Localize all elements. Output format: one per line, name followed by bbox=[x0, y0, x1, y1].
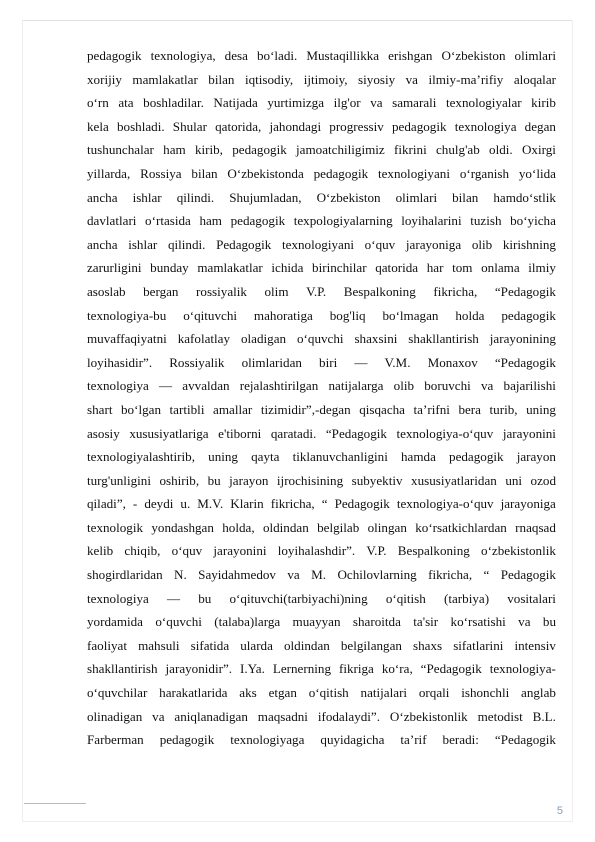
text-line: asoslab bergan rossiyalik olim V.P. Bespalkoning fikricha, “Pedagogik bbox=[87, 283, 556, 299]
text-line: texnologiya-bu o‘qituvchi mahoratiga bog'liq bo‘lmagan holda pedagogik bbox=[87, 307, 556, 323]
text-line: olinadigan va aniqlanadigan maqsadni ifodalaydi”. O‘zbekistonlik metodist B.L. bbox=[87, 708, 556, 724]
page-border-bottom bbox=[22, 821, 573, 822]
text-line: muvaffaqiyatni kafolatlay oladigan o‘quvchi shaxsini shakllantirish jarayonining bbox=[87, 331, 556, 347]
page-number: 5 bbox=[556, 805, 563, 817]
text-line: texnologiya — bu o‘qituvchi(tarbiyachi)ning o‘qitish (tarbiya) vositalari bbox=[87, 590, 556, 606]
text-line: zarurligini bunday mamlakatlar ichida birinchilar qatorida har tom onlama ilmiy bbox=[87, 260, 556, 276]
text-line: tushunchalar ham kirib, pedagogik jamoatchiligimiz fikrini chulg'ab oldi. Oxirgi bbox=[87, 142, 556, 158]
text-line: ancha ishlar qilindi. Pedagogik texnologiyani o‘quv jarayoniga olib kirishning bbox=[87, 236, 556, 252]
text-line: shart bo‘lgan tartibli amallar tizimidir”,-degan qisqacha ta’rifni bera turib, uning bbox=[87, 401, 556, 417]
text-line: texnologiya — avvaldan rejalashtirilgan natijalarga olib boruvchi va bajarilishi bbox=[87, 378, 556, 394]
text-line: kela boshladi. Shular qatorida, jahondagi progressiv pedagogik texnologiya degan bbox=[87, 118, 556, 134]
page-border-left bbox=[22, 20, 23, 822]
text-line: turg'unligini oshirib, bu jarayon ijrochisining subyektiv xususiyatlaridan uni ozod bbox=[87, 472, 556, 488]
text-line: kelib chiqib, o‘quv jarayonini loyihalashdir”. V.P. Bespalkoning o‘zbekistonlik bbox=[87, 543, 556, 559]
text-line: shogirdlaridan N. Sayidahmedov va M. Ochilovlarning fikricha, “ Pedagogik bbox=[87, 567, 556, 583]
text-line: texnologik yondashgan holda, oldindan belgilab olingan ko‘rsatkichlardan rnaqsad bbox=[87, 519, 556, 535]
page-border-right bbox=[572, 20, 573, 822]
footer-rule bbox=[24, 803, 86, 822]
text-line: o‘quvchilar harakatlarida aks etgan o‘qitish natijalari orqali ishonchli anglab bbox=[87, 685, 556, 701]
text-line: ancha ishlar qilindi. Shujumladan, O‘zbekiston olimlari bilan hamdo‘stlik bbox=[87, 189, 556, 205]
text-line: davlatlari o‘rtasida ham pedagogik texpologiyalarning loyihalarini tuzish bo‘yicha bbox=[87, 213, 556, 229]
text-line: texnologiyalashtirib, uning qayta tiklanuvchanligini hamda pedagogik jarayon bbox=[87, 449, 556, 465]
text-line: yillarda, Rossiya bilan O‘zbekistonda pedagogik texnologiyani o‘rganish yo‘lida bbox=[87, 165, 556, 181]
text-line: qiladi”, - deydi u. M.V. Klarin fikricha, “ Pedagogik texnologiya-o‘quv jarayoniga bbox=[87, 496, 556, 512]
text-line: shakllantirish jarayonidir”. I.Ya. Lernerning fikriga ko‘ra, “Pedagogik texnologiya- bbox=[87, 661, 556, 677]
body-paragraph bbox=[87, 44, 556, 752]
text-line: Farberman pedagogik texnologiyaga quyidagicha ta’rif beradi: “Pedagogik bbox=[87, 732, 556, 748]
text-line: asosiy xususiyatlariga e'tiborni qaratadi. “Pedagogik texnologiya-o‘quv jarayonini bbox=[87, 425, 556, 441]
page-border-top bbox=[22, 20, 573, 21]
text-line: loyihasidir”. Rossiyalik olimlaridan biri — V.M. Monaxov “Pedagogik bbox=[87, 354, 556, 370]
text-line: o‘rn ata boshladilar. Natijada yurtimizga ilg'or va samarali texnologiyalar kirib bbox=[87, 95, 556, 111]
text-line: yordamida o‘quvchi (talaba)larga muayyan sharoitda ta'sir ko‘rsatishi va bu bbox=[87, 614, 556, 630]
text-line: xorijiy mamlakatlar bilan iqtisodiy, ijtimoiy, siyosiy va ilmiy-ma’rifiy aloqalar bbox=[87, 71, 556, 87]
text-line: faoliyat mahsuli sifatida ularda oldindan belgilangan shaxs sifatlarini intensiv bbox=[87, 637, 556, 653]
text-line: pedagogik texnologiya, desa bo‘ladi. Mustaqillikka erishgan O‘zbekiston olimlari bbox=[87, 48, 556, 63]
